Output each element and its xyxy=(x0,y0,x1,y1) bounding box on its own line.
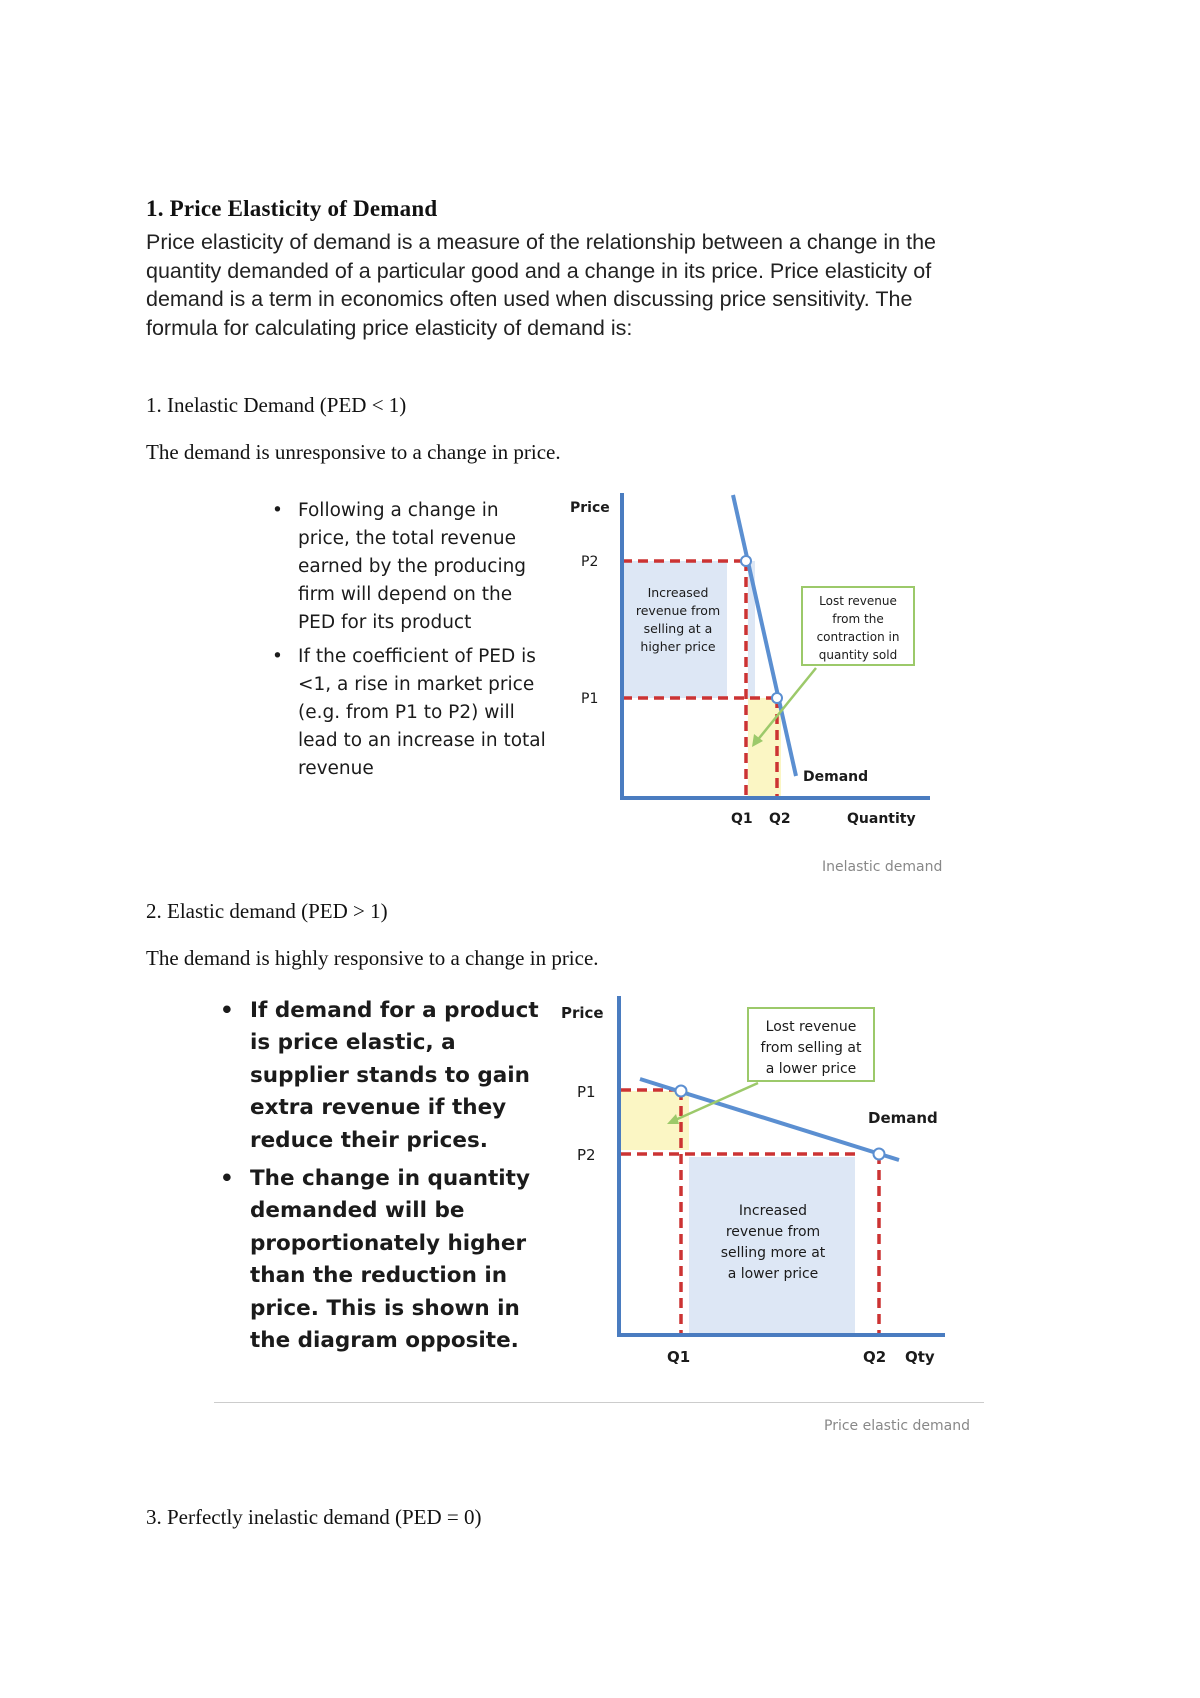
point-p1-q1 xyxy=(676,1086,687,1097)
intro-line: formula for calculating price elasticity of demand is: xyxy=(146,315,633,340)
svg-text:Lost revenue: Lost revenue xyxy=(819,594,897,608)
svg-text:higher price: higher price xyxy=(640,639,716,654)
svg-text:from selling at: from selling at xyxy=(760,1040,862,1056)
p1-label: P1 xyxy=(577,1083,596,1101)
svg-text:Lost revenue: Lost revenue xyxy=(765,1019,857,1035)
bullet-item: • If demand for a product is price elastic, a supplier stands to gain extra revenue if they reduce their prices. xyxy=(218,995,548,1157)
demand-curve-label: Demand xyxy=(868,1109,938,1127)
intro-paragraph xyxy=(146,228,1046,342)
q2-label: Q2 xyxy=(863,1348,887,1366)
point-p2-q1 xyxy=(741,556,751,566)
divider-line xyxy=(214,1402,984,1403)
elastic-caption: Price elastic demand xyxy=(824,1418,970,1434)
page-heading: 1. Price Elasticity of Demand xyxy=(146,196,438,221)
svg-text:Increased: Increased xyxy=(738,1203,808,1219)
elastic-demand-diagram xyxy=(555,993,965,1383)
svg-text:selling at a: selling at a xyxy=(643,621,713,636)
q1-label: Q1 xyxy=(731,811,753,827)
section-1-title: 1. Inelastic Demand (PED < 1) xyxy=(146,393,407,417)
intro-line: Price elasticity of demand is a measure of the relationship between a change in the xyxy=(146,230,936,254)
section-1-description: The demand is unresponsive to a change in price. xyxy=(146,440,561,464)
point-p1-q2 xyxy=(772,693,782,703)
inelastic-demand-diagram xyxy=(560,490,960,850)
demand-curve-label: Demand xyxy=(803,769,869,785)
svg-text:contraction in: contraction in xyxy=(816,630,900,644)
svg-text:revenue from: revenue from xyxy=(725,1224,821,1240)
section-2-bullets xyxy=(218,995,548,1363)
revenue-loss-area xyxy=(621,1091,689,1150)
p2-label: P2 xyxy=(577,1146,596,1164)
svg-text:a lower price: a lower price xyxy=(727,1266,819,1282)
intro-line: demand is a term in economics often used when discussing price sensitivity. The xyxy=(146,287,913,311)
section-3-title: 3. Perfectly inelastic demand (PED = 0) xyxy=(146,1505,482,1529)
bullet-item: • The change in quantity demanded will be proportionately higher than the reduction in price. This is shown in the diagram opposite. xyxy=(218,1163,548,1357)
x-axis-label: Quantity xyxy=(847,811,916,827)
svg-text:selling more at: selling more at xyxy=(720,1245,826,1261)
x-axis-label: Qty xyxy=(905,1348,935,1366)
bullet-item: • If the coefficient of PED is <1, a rise in market price (e.g. from P1 to P2) will lead to an increase in total revenue xyxy=(270,643,550,783)
q1-label: Q1 xyxy=(667,1348,691,1366)
section-2-description: The demand is highly responsive to a change in price. xyxy=(146,946,599,970)
intro-line: quantity demanded of a particular good and a change in its price. Price elasticity of xyxy=(146,258,932,283)
section-1-bullets xyxy=(270,497,550,789)
svg-text:a lower price: a lower price xyxy=(765,1061,857,1077)
svg-text:Increased: Increased xyxy=(647,585,709,600)
callout-text xyxy=(761,1019,862,1077)
svg-text:quantity sold: quantity sold xyxy=(818,648,898,662)
point-p2-q2 xyxy=(874,1149,885,1160)
section-2-title: 2. Elastic demand (PED > 1) xyxy=(146,899,388,923)
y-axis-label: Price xyxy=(570,500,610,516)
q2-label: Q2 xyxy=(769,811,791,827)
svg-text:revenue from: revenue from xyxy=(635,603,721,618)
p2-label: P2 xyxy=(581,554,599,570)
y-axis-label: Price xyxy=(561,1004,604,1022)
p1-label: P1 xyxy=(581,691,599,707)
bullet-item: • Following a change in price, the total revenue earned by the producing firm will depend on the PED for its product xyxy=(270,497,550,637)
inelastic-caption: Inelastic demand xyxy=(822,859,943,875)
svg-text:from the: from the xyxy=(832,612,884,626)
